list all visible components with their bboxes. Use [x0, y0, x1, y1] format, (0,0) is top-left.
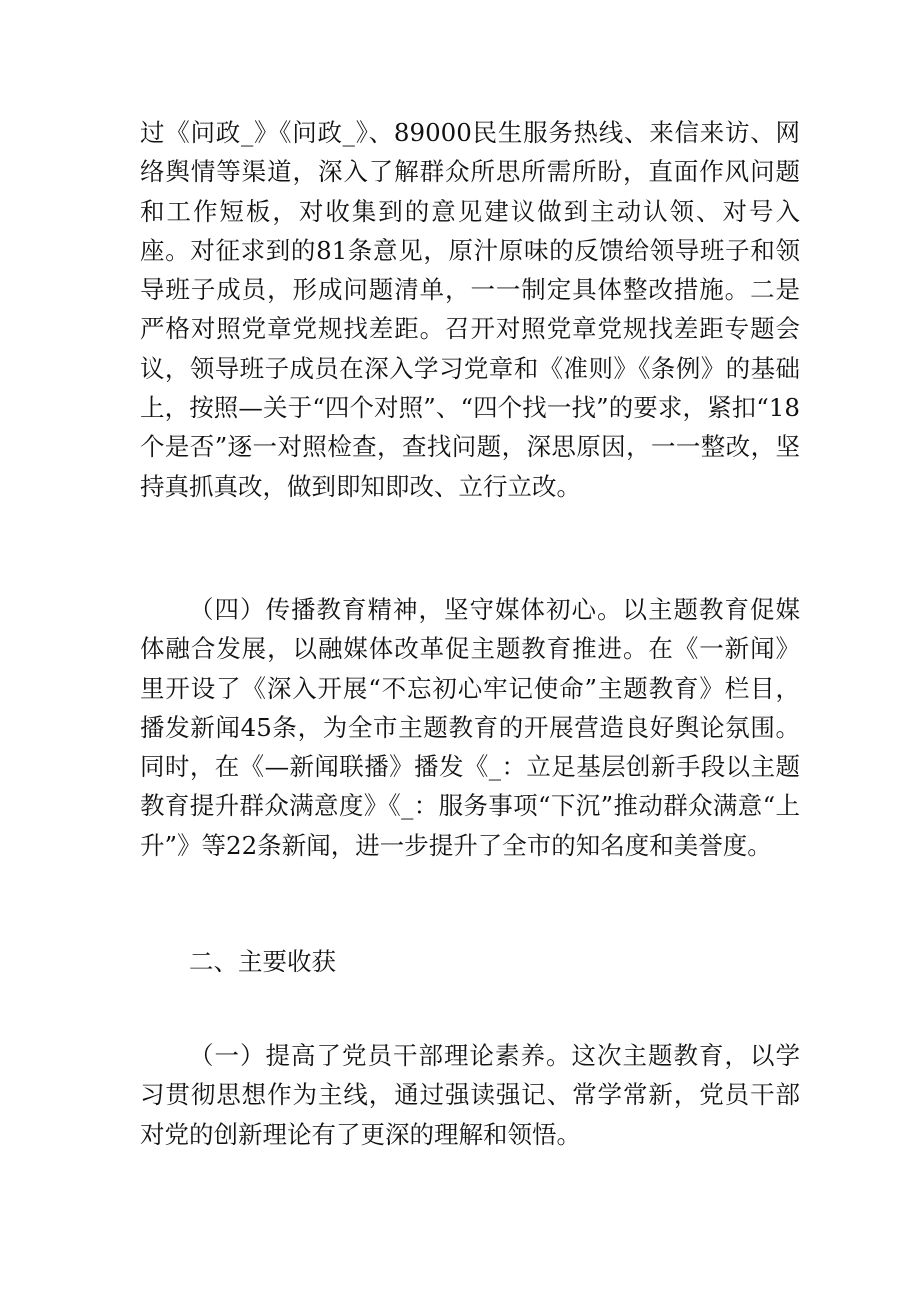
body-paragraph-1: 过《问政_》《问政_》、89000民生服务热线、来信来访、网络舆情等渠道，深入了解群众所思所需所盼，直面作风问题和工作短板，对收集到的意见建议做到主动认领、对号入座。对征求到的81条意见，原汁原味的反馈给领导班子和领导班子成员，形成问题清单，一一制定具体整改措施。二是严格对照党章党规找差距。召开对照党章党规找差距专题会议，领导班子成员在深入学习党章和《准则》《条例》的基础上，按照—关于“四个对照”、“四个找一找”的要求，紧扣“18个是否”逐一对照检查，查找问题，深思原因，一一整改，坚持真抓真改，做到即知即改、立行立改。	[140, 118, 800, 501]
body-paragraph-2: （四）传播教育精神，坚守媒体初心。以主题教育促媒体融合发展，以融媒体改革促主题教育推进。在《一新闻》里开设了《深入开展“不忘初心牢记使命”主题教育》栏目，播发新闻45条，为全市主题教育的开展营造良好舆论氛围。同时，在《—新闻联播》播发《_：立足基层创新手段以主题教育提升群众满意度》《_：服务事项“下沉”推动群众满意“上升”》等22条新闻，进一步提升了全市的知名度和美誉度。	[140, 595, 800, 860]
body-paragraph-3: （一）提高了党员干部理论素养。这次主题教育，以学习贯彻思想作为主线，通过强读强记、常学常新，党员干部对党的创新理论有了更深的理解和领悟。	[140, 1041, 800, 1149]
section-heading: 二、主要收获	[189, 947, 336, 976]
